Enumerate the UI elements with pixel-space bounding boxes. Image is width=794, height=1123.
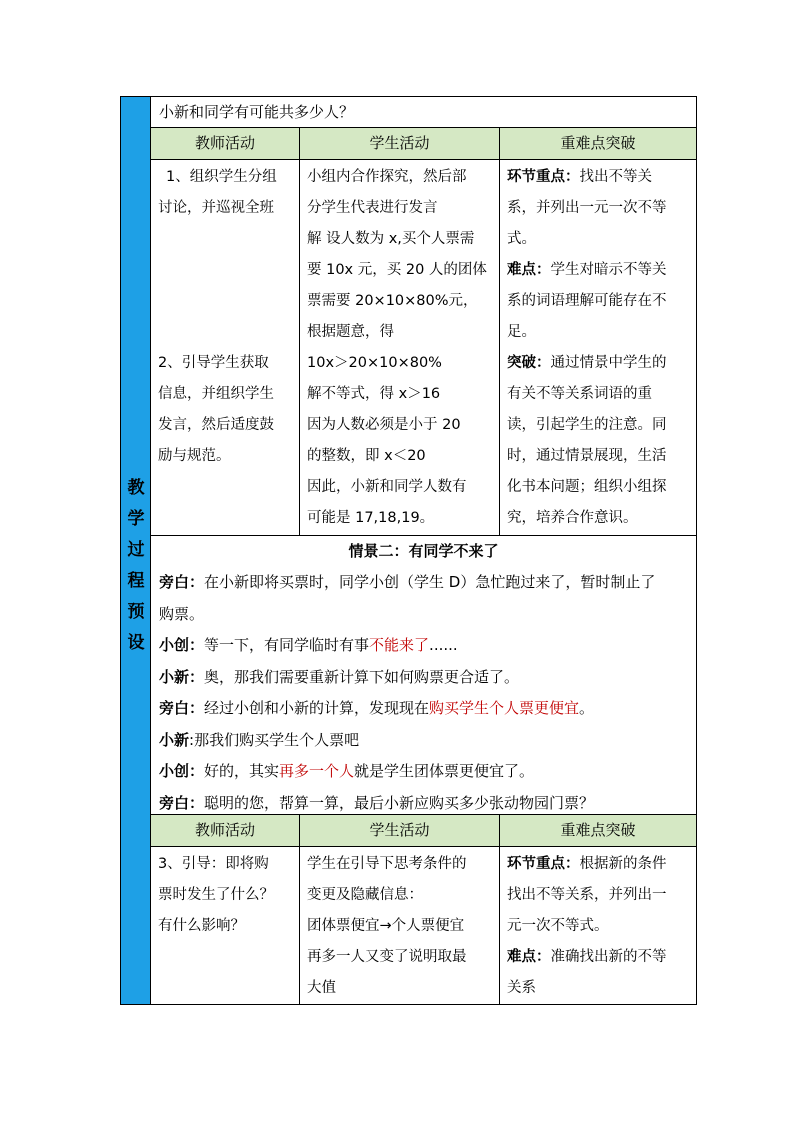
dialogue-text: 好的，其实 bbox=[204, 762, 280, 780]
dialogue-line bbox=[159, 662, 688, 694]
speaker: 旁白： bbox=[159, 793, 205, 812]
text-line: 1、组织学生分组 bbox=[166, 169, 277, 185]
dialogue-line bbox=[159, 599, 688, 631]
scene-title: 情景二：有同学不来了 bbox=[348, 542, 499, 560]
lesson-plan-table bbox=[120, 96, 697, 1005]
text-line: 找出不等关系，并列出一 bbox=[507, 887, 667, 903]
content-area bbox=[151, 97, 696, 1004]
sidebar-char: 过 bbox=[127, 540, 145, 560]
student-activity-cell bbox=[300, 847, 500, 1004]
dialogue-line bbox=[159, 567, 688, 599]
sidebar-char: 教 bbox=[127, 478, 145, 498]
text-line: 有什么影响？ bbox=[158, 918, 245, 934]
text-line: 要 10x 元，买 20 人的团体 bbox=[307, 262, 487, 278]
header-key: 重难点突破 bbox=[560, 821, 636, 839]
difficulty-label: 难点： bbox=[507, 262, 551, 278]
focus-label: 环节重点： bbox=[507, 169, 580, 185]
highlight-text: 不能来了 bbox=[369, 636, 430, 654]
dialogue-text: 等一下，有同学临时有事 bbox=[204, 636, 370, 654]
text-line: 学生对暗示不等关 bbox=[550, 262, 667, 278]
text-line: 读，引起学生的注意。同 bbox=[507, 417, 667, 433]
text-line: 足。 bbox=[507, 324, 536, 340]
dialogue-line bbox=[159, 693, 688, 725]
speaker: 小新： bbox=[159, 667, 205, 686]
text-line: 通过情景中学生的 bbox=[550, 355, 667, 371]
speaker: 小创： bbox=[159, 762, 205, 780]
text-line: 可能是 17,18,19。 bbox=[307, 510, 435, 526]
text-line: 因此，小新和同学人数有 bbox=[307, 479, 467, 495]
dialogue-line bbox=[159, 630, 688, 662]
text-line: 时，通过情景展现，生活 bbox=[507, 448, 667, 464]
dialogue-line bbox=[159, 725, 688, 757]
text-line: 小组内合作探究，然后部 bbox=[307, 169, 467, 185]
sidebar-char: 程 bbox=[127, 571, 145, 591]
text-line: 票需要 20×10×80%元， bbox=[307, 293, 478, 309]
header-teacher: 教师活动 bbox=[151, 815, 300, 846]
header-student: 学生活动 bbox=[300, 815, 500, 846]
scene-section bbox=[151, 536, 696, 815]
text-line: 有关不等关系词语的重 bbox=[507, 386, 652, 402]
speaker: 旁白： bbox=[159, 699, 205, 717]
text-line: 关系 bbox=[507, 980, 536, 996]
text-line: 因为人数必须是小于 20 bbox=[307, 417, 461, 433]
text-line: 变更及隐藏信息： bbox=[307, 887, 423, 903]
text-line: 根据题意，得 bbox=[307, 324, 394, 340]
text-line: 信息，并组织学生 bbox=[158, 386, 274, 402]
highlight-text: 购买学生个人票更便宜 bbox=[429, 699, 580, 717]
teacher-activity-cell bbox=[151, 160, 300, 535]
sidebar-char: 学 bbox=[127, 509, 145, 529]
student-activity-cell bbox=[300, 160, 500, 535]
teacher-activity-cell bbox=[151, 847, 300, 1004]
text-line: 系的词语理解可能存在不 bbox=[507, 293, 667, 309]
text-line: 解不等式，得 x＞16 bbox=[307, 386, 441, 402]
dialogue-text: ...... bbox=[429, 636, 458, 654]
text-line: 系，并列出一元一次不等 bbox=[507, 200, 667, 216]
dialogue-text: 聪明的您，帮算一算，最后小新应购买多少张动物园门票？ bbox=[204, 793, 595, 812]
difficulty-label: 难点： bbox=[507, 949, 551, 965]
text-line: 式。 bbox=[507, 231, 536, 247]
dialogue-text: 。 bbox=[579, 699, 595, 717]
focus-label: 环节重点： bbox=[507, 856, 580, 872]
header-student: 学生活动 bbox=[300, 128, 500, 159]
text-line: 学生在引导下思考条件的 bbox=[307, 856, 467, 872]
table1-body bbox=[151, 160, 696, 536]
text-line: 找出不等关 bbox=[579, 169, 652, 185]
speaker: 旁白： bbox=[159, 573, 205, 591]
speaker: 小创： bbox=[159, 636, 205, 654]
text-line: 团体票便宜→个人票便宜 bbox=[307, 918, 465, 934]
highlight-text: 再多一个人 bbox=[279, 762, 355, 780]
text-line: 再多一人又变了说明取最 bbox=[307, 949, 467, 965]
dialogue-text: 购票。 bbox=[159, 604, 205, 623]
sidebar-char: 预 bbox=[127, 602, 145, 622]
breakthrough-label: 突破： bbox=[507, 355, 551, 371]
table2-body bbox=[151, 847, 696, 1004]
dialogue-text: 在小新即将买票时，同学小创（学生 D）急忙跑过来了，暂时制止了 bbox=[204, 573, 656, 591]
table1-header bbox=[151, 128, 696, 160]
text-line: 3、引导：即将购 bbox=[158, 856, 269, 872]
text-line: 究，培养合作意识。 bbox=[507, 510, 638, 526]
text-line: 2、引导学生获取 bbox=[158, 355, 269, 371]
text-line: 化书本问题；组织小组探 bbox=[507, 479, 667, 495]
header-teacher: 教师活动 bbox=[151, 128, 300, 159]
text-line: 票时发生了什么？ bbox=[158, 887, 274, 903]
text-line: 根据新的条件 bbox=[579, 856, 667, 872]
section-sidebar bbox=[121, 97, 151, 1004]
table2-header bbox=[151, 815, 696, 847]
dialogue-line bbox=[159, 756, 688, 788]
question-row: 小新和同学有可能共多少人？ bbox=[151, 97, 696, 128]
text-line: 分学生代表进行发言 bbox=[307, 200, 438, 216]
text-line: 大值 bbox=[307, 980, 336, 996]
sidebar-label bbox=[121, 473, 151, 659]
text-line: 励与规范。 bbox=[158, 448, 231, 464]
header-key: 重难点突破 bbox=[560, 134, 636, 152]
text-line: 10x＞20×10×80% bbox=[307, 355, 442, 371]
key-points-cell bbox=[500, 847, 696, 1004]
sidebar-char: 设 bbox=[127, 633, 145, 653]
key-points-cell bbox=[500, 160, 696, 535]
text-line: 元一次不等式。 bbox=[507, 918, 609, 934]
text-line: 的整数，即 x＜20 bbox=[307, 448, 426, 464]
dialogue-text: 就是学生团体票更便宜了。 bbox=[354, 762, 535, 780]
dialogue-text: :那我们购买学生个人票吧 bbox=[189, 730, 360, 749]
dialogue-text: 奥，那我们需要重新计算下如何购票更合适了。 bbox=[204, 667, 520, 686]
text-line: 准确找出新的不等 bbox=[550, 949, 667, 965]
text-line: 解 设人数为 x,买个人票需 bbox=[307, 231, 475, 247]
speaker: 小新 bbox=[159, 730, 190, 749]
text-line: 讨论，并巡视全班 bbox=[158, 200, 274, 216]
text-line: 发言，然后适度鼓 bbox=[158, 417, 274, 433]
dialogue-text: 经过小创和小新的计算，发现现在 bbox=[204, 699, 430, 717]
